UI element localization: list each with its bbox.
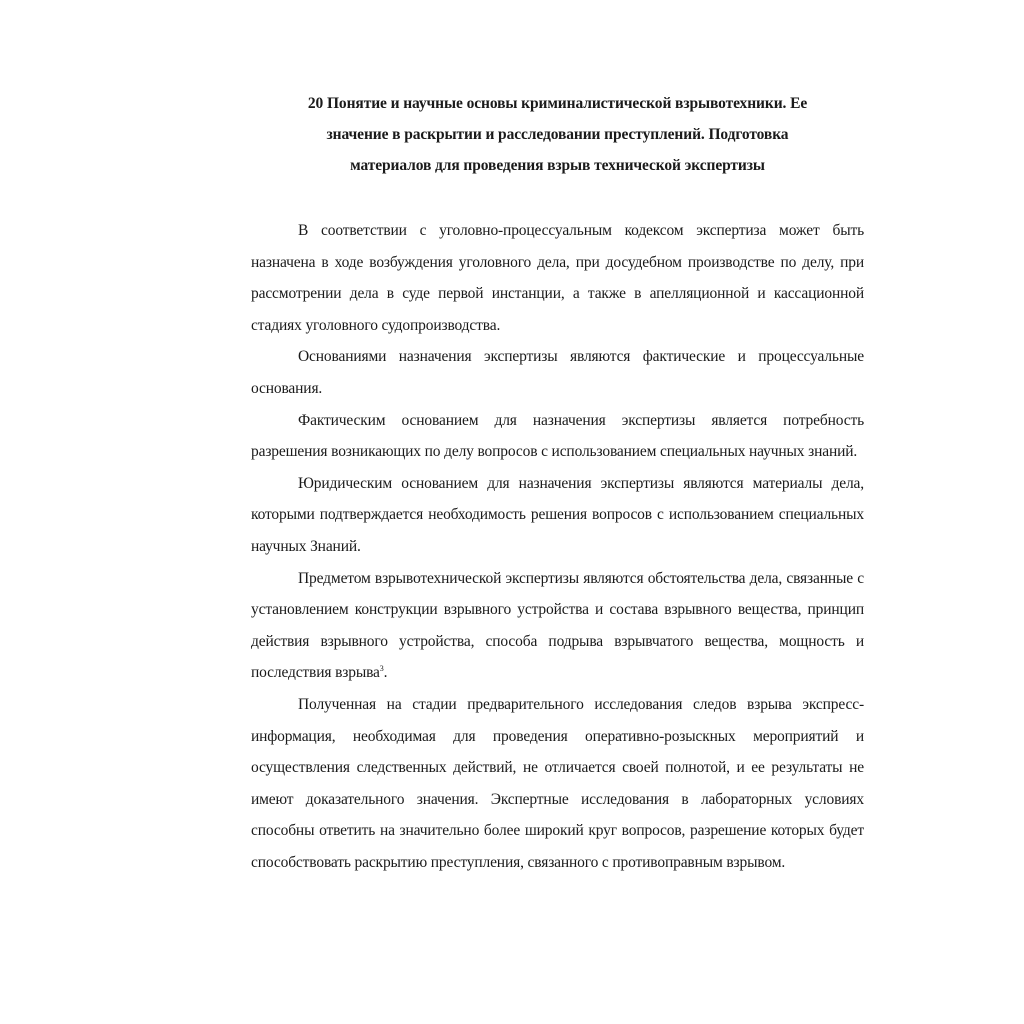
paragraph-subject-of-expertise	[251, 563, 864, 689]
document-body	[251, 88, 864, 878]
paragraph-legal-grounds: Юридическим основанием для назначения экспертизы являются материалы дела, которыми подтверждается необходимость решения вопросов с использованием специальных научных Знаний.	[251, 474, 864, 555]
title-line-3: материалов для проведения взрыв технической экспертизы	[350, 157, 765, 174]
footnote-reference[interactable]: 3	[379, 664, 384, 674]
title-line-2: значение в раскрытии и расследовании преступлений. Подготовка	[326, 126, 789, 143]
paragraph-procedural-code: В соответствии с уголовно-процессуальным кодексом экспертиза может быть назначена в ходе возбуждения уголовного дела, при досудебном производстве по делу, при рассмотрении дела в суде первой инстанции, а также в апелляционной и кассационной стадиях уголовного судопроизводства.	[251, 222, 864, 334]
title-line-1: 20 Понятие и научные основы криминалистической взрывотехники. Ее	[307, 95, 808, 112]
document-title	[251, 88, 864, 181]
paragraph-grounds: Основаниями назначения экспертизы являются фактические и процессуальные основания.	[251, 348, 864, 397]
paragraph-express-information: Полученная на стадии предварительного исследования следов взрыва экспресс-информация, необходимая для проведения оперативно-розыскных мероприятий и осуществления следственных действий, не отличается своей полнотой, и ее результаты не имеют доказательного значения. Экспертные исследования в лабораторных условиях способны ответить на значительно более широкий круг вопросов, разрешение которых будет способствовать раскрытию преступления, связанного с противоправным взрывом.	[251, 695, 864, 871]
paragraph-subject-text: Предметом взрывотехнической экспертизы являются обстоятельства дела, связанные с установлением конструкции взрывного устройства и состава взрывного вещества, принцип действия взрывного устройства, способа подрыва взрывчатого вещества, мощность и последствия взрыва	[251, 569, 864, 682]
paragraph-factual-grounds: Фактическим основанием для назначения экспертизы является потребность разрешения возникающих по делу вопросов с использованием специальных научных знаний.	[251, 411, 864, 461]
paragraph-subject-end: .	[383, 664, 388, 682]
